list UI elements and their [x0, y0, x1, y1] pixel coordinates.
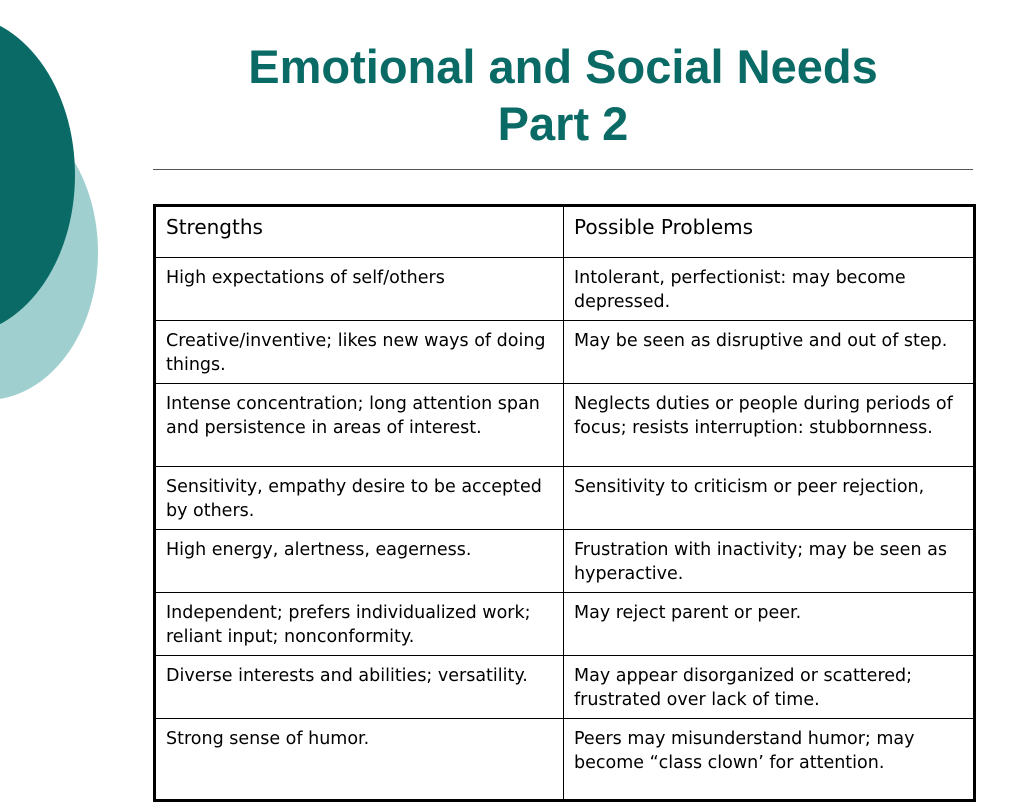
- strength-cell: Diverse interests and abilities; versatility.: [155, 656, 564, 719]
- table-row: [155, 467, 975, 530]
- problem-cell: Peers may misunderstand humor; may become “class clown’ for attention.: [564, 719, 975, 801]
- slide-title-line-2: Part 2: [497, 97, 629, 150]
- strength-cell: Independent; prefers individualized work; reliant input; nonconformity.: [155, 593, 564, 656]
- table-row: [155, 719, 975, 801]
- table-row: [155, 593, 975, 656]
- strength-cell: High energy, alertness, eagerness.: [155, 530, 564, 593]
- slide-title: [153, 38, 973, 152]
- problem-cell: May appear disorganized or scattered; frustrated over lack of time.: [564, 656, 975, 719]
- strength-cell: Intense concentration; long attention span and persistence in areas of interest.: [155, 384, 564, 467]
- table-row: [155, 321, 975, 384]
- problem-cell: May be seen as disruptive and out of step.: [564, 321, 975, 384]
- problem-cell: Sensitivity to criticism or peer rejection,: [564, 467, 975, 530]
- table-header-row: [155, 206, 975, 258]
- needs-table: [153, 204, 976, 802]
- table-row: [155, 656, 975, 719]
- strength-cell: Creative/inventive; likes new ways of doing things.: [155, 321, 564, 384]
- header-possible-problems: Possible Problems: [564, 206, 975, 258]
- table-row: [155, 384, 975, 467]
- header-strengths: Strengths: [155, 206, 564, 258]
- slide-title-line-1: Emotional and Social Needs: [248, 40, 878, 93]
- strength-cell: Strong sense of humor.: [155, 719, 564, 801]
- problem-cell: Frustration with inactivity; may be seen as hyperactive.: [564, 530, 975, 593]
- table-row: [155, 258, 975, 321]
- problem-cell: May reject parent or peer.: [564, 593, 975, 656]
- table-row: [155, 530, 975, 593]
- title-divider: [153, 169, 973, 170]
- problem-cell: Intolerant, perfectionist: may become depressed.: [564, 258, 975, 321]
- problem-cell: Neglects duties or people during periods of focus; resists interruption: stubbornness.: [564, 384, 975, 467]
- strength-cell: Sensitivity, empathy desire to be accepted by others.: [155, 467, 564, 530]
- strength-cell: High expectations of self/others: [155, 258, 564, 321]
